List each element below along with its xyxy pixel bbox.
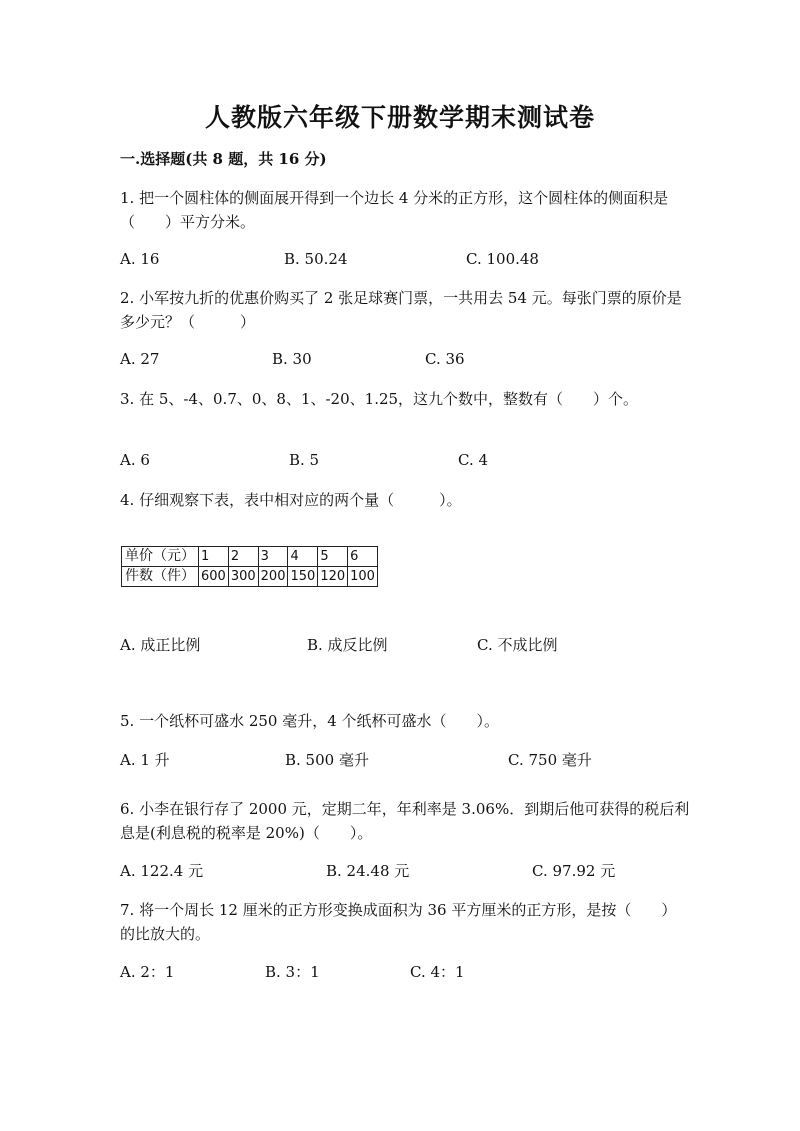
table-cell: 4 (288, 547, 318, 567)
table-row (122, 547, 378, 567)
q7-option-a: A. 2：1 (120, 963, 175, 981)
table-cell: 件数（件） (122, 567, 199, 587)
q7-option-b: B. 3：1 (265, 963, 320, 981)
q6-option-b: B. 24.48 元 (326, 862, 410, 880)
q4-option-a: A. 成正比例 (120, 636, 201, 654)
q1-option-a: A. 16 (120, 250, 160, 268)
table-cell: 2 (228, 547, 258, 567)
q3-option-c: C. 4 (458, 451, 489, 469)
table-cell: 单价（元） (122, 547, 199, 567)
question-7: 7. 将一个周长 12 厘米的正方形变换成面积为 36 平方厘米的正方形，是按（ ）的比放大的。 (120, 901, 677, 943)
question-2: 2. 小军按九折的优惠价购买了 2 张足球赛门票，一共用去 54 元。每张门票的原价是多少元？（ ） (120, 289, 682, 331)
table-row (122, 567, 378, 587)
section-heading: 一.选择题(共 8 题，共 16 分) (120, 150, 327, 168)
question-4: 4. 仔细观察下表，表中相对应的两个量（ ）。 (120, 491, 462, 509)
table-cell: 150 (288, 567, 318, 587)
q3-option-b: B. 5 (289, 451, 320, 469)
q5-option-b: B. 500 毫升 (285, 751, 369, 769)
question-5: 5. 一个纸杯可盛水 250 毫升，4 个纸杯可盛水（ ）。 (120, 712, 500, 730)
question-1: 1. 把一个圆柱体的侧面展开得到一个边长 4 分米的正方形，这个圆柱体的侧面积是（ ）平方分米。 (120, 189, 669, 231)
q4-option-c: C. 不成比例 (477, 636, 558, 654)
q4-option-b: B. 成反比例 (307, 636, 388, 654)
table-cell: 600 (199, 567, 229, 587)
table-cell: 120 (318, 567, 348, 587)
q7-option-c: C. 4：1 (410, 963, 465, 981)
q2-option-c: C. 36 (425, 350, 465, 368)
q3-option-a: A. 6 (120, 451, 150, 469)
q6-option-c: C. 97.92 元 (532, 862, 616, 880)
q2-option-a: A. 27 (120, 350, 160, 368)
price-quantity-table (121, 546, 378, 587)
table-cell: 1 (199, 547, 229, 567)
table-cell: 100 (348, 567, 378, 587)
table-cell: 300 (228, 567, 258, 587)
q5-option-c: C. 750 毫升 (508, 751, 592, 769)
table-cell: 5 (318, 547, 348, 567)
q6-option-a: A. 122.4 元 (120, 862, 204, 880)
question-3: 3. 在 5、-4、0.7、0、8、1、-20、1.25，这九个数中，整数有（ ）个。 (120, 390, 639, 408)
table-cell: 200 (258, 567, 288, 587)
page-title: 人教版六年级下册数学期末测试卷 (204, 103, 595, 132)
q1-option-c: C. 100.48 (466, 250, 539, 268)
q1-option-b: B. 50.24 (284, 250, 348, 268)
q2-option-b: B. 30 (272, 350, 312, 368)
q5-option-a: A. 1 升 (120, 751, 170, 769)
table-cell: 3 (258, 547, 288, 567)
question-6: 6. 小李在银行存了 2000 元，定期二年，年利率是 3.06%．到期后他可获得的税后利息是(利息税的税率是 20%)（ ）。 (120, 800, 690, 842)
table-cell: 6 (348, 547, 378, 567)
